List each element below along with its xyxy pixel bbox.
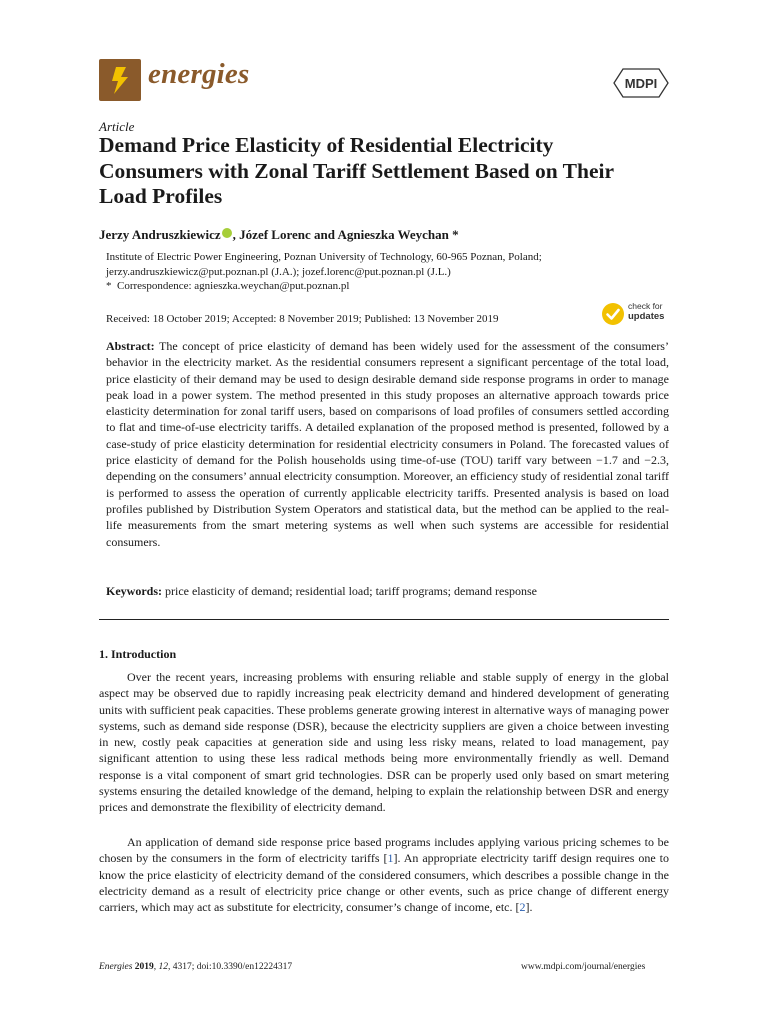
citation-link[interactable]: 2 [519, 900, 526, 915]
keywords-label: Keywords: [106, 584, 162, 598]
journal-name: energies [148, 58, 250, 90]
lightning-bolt-icon [99, 59, 141, 101]
publisher-logo-text: MDPI [624, 76, 658, 91]
author-names-rest: , Józef Lorenc and Agnieszka Weychan * [232, 227, 459, 242]
footer-year: 2019 [134, 962, 154, 972]
check-for-updates-badge[interactable] [601, 301, 665, 331]
author-list [99, 227, 459, 243]
keywords [106, 584, 537, 599]
footer-url[interactable]: www.mdpi.com/journal/energies [521, 962, 646, 972]
abstract-label: Abstract: [106, 339, 155, 353]
abstract-text: The concept of price elasticity of demand has been widely used for the assessment of the consumers’ behavior in the electricity market. As the residential consumers represent a significant percentage of the total load, price elasticity of their demand may be used to design desirable demand side response programs in order to manage peak load in a power system. The method presented in this study proposes an alternative approach towards price elasticity determination for zonal tariff users, based on comparisons of load profiles of consumers settled according to flat and time-of-use electricity tariffs. A detailed explanation of the proposed method is presented, followed by a case-study of price elasticity determination for residential electricity consumers in Poland. The forecasted values of price elasticity of demand for the Polish households using time-of-use (TOU) tariff vary between −1.7 and −2.3, depending on the consumers’ annual electricity consumption. Moreover, an efficiency study of residential zonal tariff is performed to assess the operation of currently applicable electricity tariffs. Presented analysis is based on load profiles published by Distribution System Operators and statistical data, but the method can be applied to the real-life measurements from the smart metering systems as well when such systems are accessible for residential consumers. [106, 339, 669, 549]
paper-title: Demand Price Elasticity of Residential Electricity Consumers with Zonal Tariff Settlement Based on Their Load Profiles [99, 133, 614, 208]
footer-doi: , 4317; doi:10.3390/en12224317 [168, 962, 293, 972]
citation-link[interactable]: 1 [387, 851, 394, 866]
section-heading: 1. Introduction [99, 647, 177, 661]
footer-volume: 12 [158, 962, 169, 972]
affiliation [106, 250, 542, 280]
section-divider [99, 619, 669, 620]
orcid-icon[interactable] [222, 228, 232, 238]
paragraph-text: An application of demand side response price based programs includes applying various pricing schemes to be chosen by the consumers in the form of electricity tariffs [ [99, 835, 669, 866]
footer-citation: Energies 2019, 12, 4317; doi:10.3390/en12224317 [99, 962, 293, 972]
footer-journal: Energies [99, 962, 133, 972]
paragraph-text: ]. [525, 900, 533, 915]
intro-paragraph-1: Over the recent years, increasing problems with ensuring reliable and stable supply of energy in the global aspect may be observed due to rapidly increasing peak electricity demand and hindered development of generating units with sufficient peak capacities. These problems generate growing interest in alternative ways of managing power systems, such as demand side response (DSR), because the electricity suppliers are given a choice between investing in new, costly peak capacities at generation side and using less risky means, related to load management, pay significant attention to using these less radical methods being more environmentally friendly as well. Demand response is a vital component of smart grid technologies. DSR can be properly used only based on smart metering systems ensuring the detailed knowledge of the demand, helping to explain the relationship between DSR and energy prices and demonstrate the flexibility of electricity demand. [99, 670, 669, 815]
intro-paragraph-2 [99, 834, 669, 915]
affiliation-emails: jerzy.andruszkiewicz@put.poznan.pl (J.A.); jozef.lorenc@put.poznan.pl (J.L.) [106, 266, 451, 278]
check-updates-icon [601, 302, 625, 326]
author-name: Jerzy Andruszkiewicz [99, 227, 221, 242]
correspondence [106, 280, 350, 292]
keywords-text: price elasticity of demand; residential load; tariff programs; demand response [165, 584, 537, 598]
paragraph-text: ]. An appropriate electricity tariff design requires one to know the price elasticity of electricity demand of the considered consumers, which describes a possible change in the electricity demand as a result of electricity price change or other events, such as price change of different energy carriers, which may act as substitute for electricity, consumer’s change of income, etc. [ [99, 851, 670, 915]
correspondence-text: Correspondence: agnieszka.weychan@put.poznan.pl [117, 280, 350, 292]
abstract [106, 338, 669, 550]
correspondence-mark: * [106, 280, 112, 292]
article-type: Article [99, 119, 135, 134]
publisher-logo [613, 68, 669, 103]
check-updates-line1: check for [628, 301, 663, 311]
mdpi-hexagon-icon [613, 68, 669, 98]
affiliation-line: Institute of Electric Power Engineering, Poznan University of Technology, 60-965 Poznan, Poland; [106, 251, 542, 263]
publication-dates: Received: 18 October 2019; Accepted: 8 November 2019; Published: 13 November 2019 [106, 313, 499, 325]
journal-logo [99, 59, 141, 101]
check-updates-line2: updates [628, 310, 665, 322]
